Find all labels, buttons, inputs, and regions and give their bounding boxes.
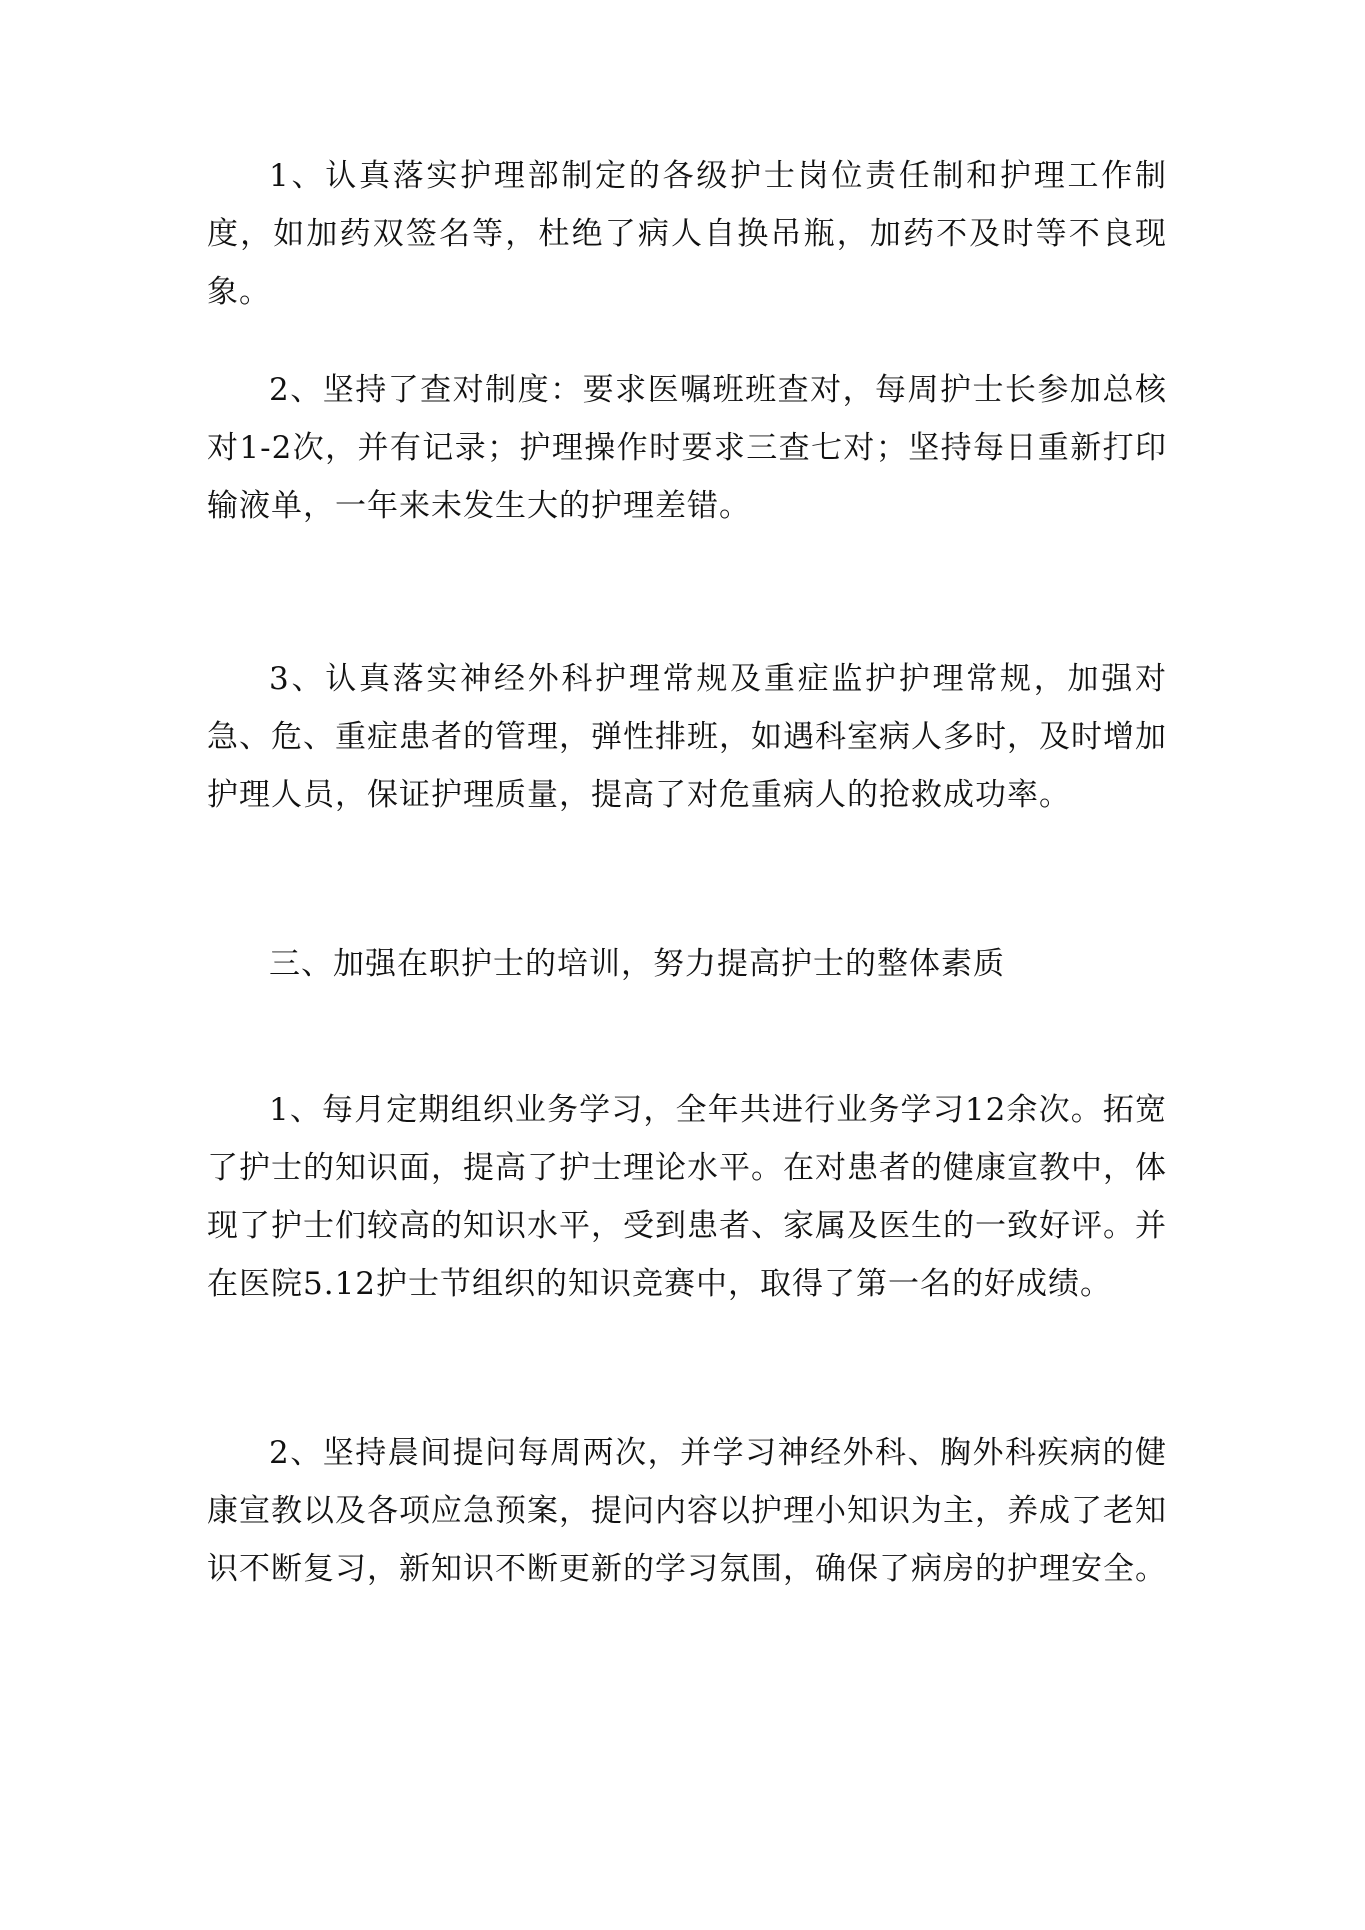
- paragraph-check-system: 2、坚持了查对制度：要求医嘱班班查对，每周护士长参加总核对1-2次，并有记录；护理操作时要求三查七对；坚持每日重新打印输液单，一年来未发生大的护理差错。: [207, 372, 1167, 524]
- paragraph-nursing-routine: 3、认真落实神经外科护理常规及重症监护护理常规，加强对急、危、重症患者的管理，弹性排班，如遇科室病人多时，及时增加护理人员，保证护理质量，提高了对危重病人的抢救成功率。: [207, 661, 1167, 813]
- section-heading-training: 三、加强在职护士的培训，努力提高护士的整体素质: [269, 946, 1005, 982]
- paragraph-monthly-study: 1、每月定期组织业务学习，全年共进行业务学习12余次。拓宽了护士的知识面，提高了护士理论水平。在对患者的健康宣教中，体现了护士们较高的知识水平，受到患者、家属及医生的一致好评。并在医院5.12护士节组织的知识竞赛中，取得了第一名的好成绩。: [207, 1092, 1167, 1302]
- paragraph-morning-questions: 2、坚持晨间提问每周两次，并学习神经外科、胸外科疾病的健康宣教以及各项应急预案，提问内容以护理小知识为主，养成了老知识不断复习，新知识不断更新的学习氛围，确保了病房的护理安全。: [207, 1435, 1167, 1587]
- paragraph-responsibility-system: 1、认真落实护理部制定的各级护士岗位责任制和护理工作制度，如加药双签名等，杜绝了病人自换吊瓶，加药不及时等不良现象。: [207, 158, 1167, 310]
